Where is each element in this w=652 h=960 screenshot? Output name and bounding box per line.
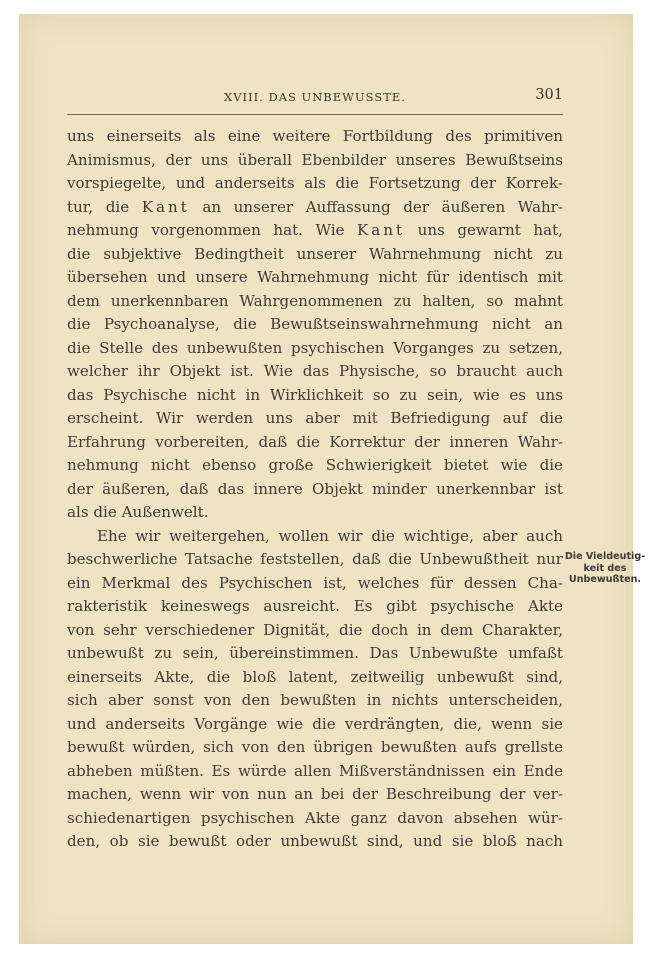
text-line: die Stelle des unbewußten psychischen Vorganges zu setzen, [67, 338, 563, 357]
text-line: den, ob sie bewußt oder unbewußt sind, und sie bloß nach [67, 832, 563, 850]
text-line: Animismus, der uns überall Ebenbilder unseres Bewußtseins [67, 150, 563, 169]
text-line: beschwerliche Tatsache feststellen, daß die Unbewußtheit nur [67, 550, 563, 568]
text-line: Ehe wir weitergehen, wollen wir die wichtige, aber auch [97, 526, 563, 545]
running-header [67, 80, 563, 115]
text-segment: nehmung vorgenommen hat. Wie [67, 221, 345, 239]
page-number: 301 [535, 87, 563, 103]
text-line: sich aber sonst von den bewußten in nichts unterscheiden, [67, 691, 563, 709]
emphasized-name: Kant [357, 221, 406, 239]
margin-note [561, 551, 649, 586]
running-title: XVIII. DAS UNBEWUSSTE. [224, 90, 406, 104]
text-line: unbewußt zu sein, übereinstimmen. Das Unbewußte umfaßt [67, 644, 563, 662]
margin-note-line: Die Vieldeutig- [564, 551, 646, 562]
text-line: ein Merkmal des Psychischen ist, welches für dessen Cha- [67, 573, 563, 592]
text-line: der äußeren, daß das innere Objekt minder unerkennbar ist [67, 479, 563, 498]
text-line: und anderseits Vorgänge wie die verdrängten, die, wenn sie [67, 714, 563, 733]
paragraph-1 [67, 125, 563, 525]
text-line: welcher ihr Objekt ist. Wie das Physische, so braucht auch [67, 362, 563, 380]
text-line: schiedenartigen psychischen Akte ganz davon absehen wür- [67, 808, 563, 827]
text-line: erscheint. Wir werden uns aber mit Befriedigung auf die [67, 409, 563, 427]
margin-note-line: Unbewußten. [568, 574, 642, 585]
text-line: von sehr verschiedener Dignität, die doch in dem Charakter, [67, 620, 563, 639]
text-line [67, 219, 563, 243]
text-line: rakteristik keineswegs ausreicht. Es gibt psychische Akte [67, 597, 563, 615]
text-line: Erfahrung vorbereiten, daß die Korrektur der inneren Wahr- [67, 432, 563, 451]
text-segment: uns gewarnt hat, [417, 221, 563, 239]
text-line: dem unerkennbaren Wahrgenommenen zu halten, so mahnt [67, 291, 563, 310]
text-line: nehmung nicht ebenso große Schwierigkeit bietet wie die [67, 456, 563, 474]
text-line: abheben müßten. Es würde allen Mißverständnissen ein Ende [67, 761, 563, 780]
emphasized-name: Kant [141, 197, 190, 216]
text-segment: tur, die [67, 197, 130, 216]
text-line: die Psychoanalyse, die Bewußtseinswahrnehmung nicht an [67, 315, 563, 333]
text-line: uns einerseits als eine weitere Fortbildung des primitiven [67, 127, 563, 145]
text-line: vorspiegelte, und anderseits als die Fortsetzung der Korrek- [67, 174, 563, 192]
text-line: als die Außenwelt. [67, 503, 209, 521]
text-line: bewußt würden, sich von den übrigen bewußten aufs grellste [67, 738, 563, 756]
text-line: machen, wenn wir von nun an bei der Beschreibung der ver- [67, 785, 563, 803]
text-line: das Psychische nicht in Wirklichkeit so zu sein, wie es uns [67, 385, 563, 404]
body-text [67, 125, 563, 854]
text-line: übersehen und unsere Wahrnehmung nicht für identisch mit [67, 268, 563, 286]
text-line: einerseits Akte, die bloß latent, zeitweilig unbewußt sind, [67, 667, 563, 686]
text-segment: an unserer Auffassung der äußeren Wahr- [202, 197, 563, 216]
paragraph-2 [67, 525, 563, 854]
margin-note-line: keit des [583, 562, 627, 574]
text-line: die subjektive Bedingtheit unserer Wahrnehmung nicht zu [67, 244, 563, 263]
text-line [67, 196, 563, 220]
